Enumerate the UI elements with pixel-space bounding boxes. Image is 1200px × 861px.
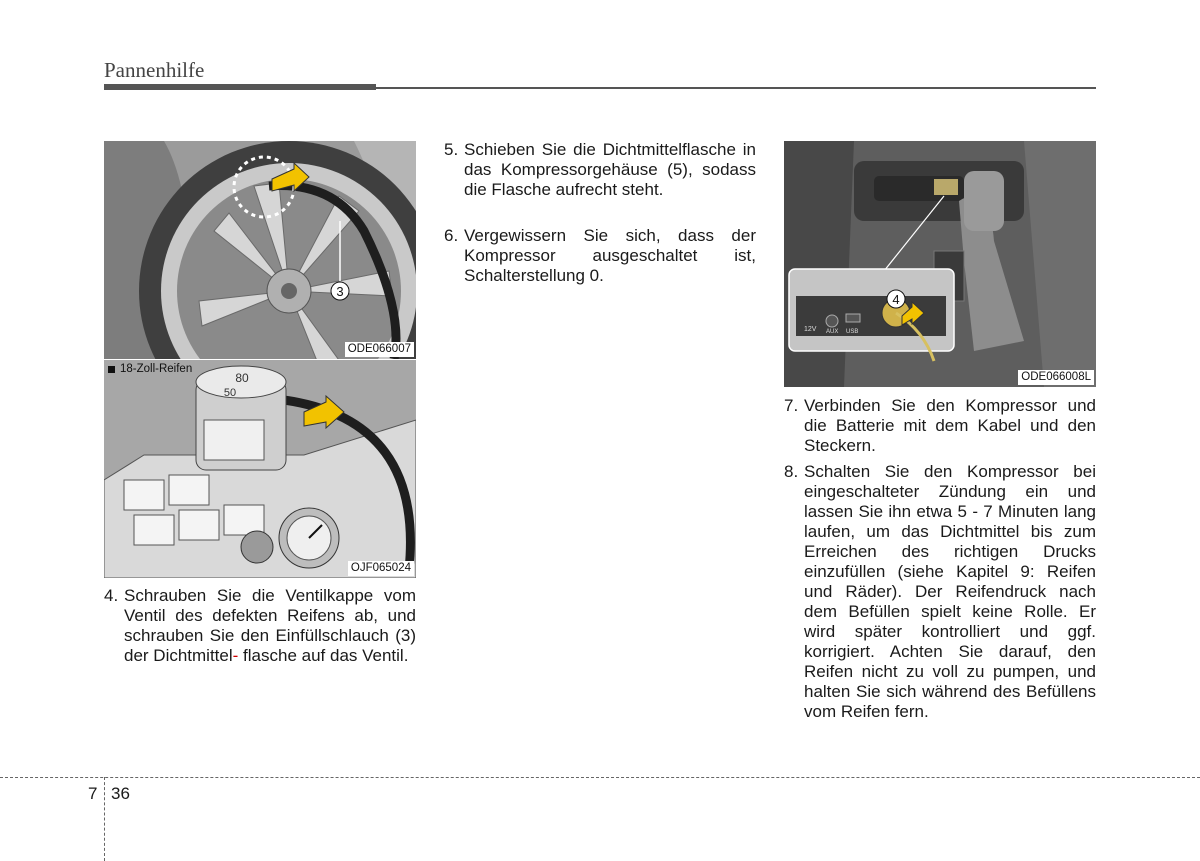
bottle-label-80: 80 bbox=[235, 371, 249, 385]
console-socket-illustration bbox=[784, 141, 1096, 387]
port-12v-label: 12V bbox=[804, 326, 817, 333]
step-number: 6. bbox=[444, 226, 459, 245]
step-text: Schalten Sie den Kompressor bei eingeschalteter Zündung ein und lassen Sie ihn etwa 5 - 7 Minuten lang laufen, um das Dichtmittel bis zum Erreichen des richtigen Drucks einzufüllen (siehe Kapitel 9: Reifen und Räder). Der Reifendruck nach dem Befüllen spielt keine Rolle. Er wird später kontrolliert und ggf. korrigiert. Achten Sie darauf, den Reifen nicht zu voll zu pumpen, und halten Sie sich während des Befüllens vom Reifen fern. bbox=[804, 462, 1096, 721]
port-aux-label: AUX bbox=[826, 329, 839, 335]
step-number: 5. bbox=[444, 140, 459, 159]
hyphen-mark: - bbox=[232, 646, 239, 665]
header-rule-bar bbox=[104, 84, 376, 90]
callout-3: 3 bbox=[336, 284, 344, 299]
page-header-title: Pannenhilfe bbox=[104, 58, 205, 82]
callout-4: 4 bbox=[892, 292, 900, 307]
header-rule-line bbox=[376, 87, 1096, 89]
step-8 bbox=[784, 462, 1096, 722]
page-number: 36 bbox=[111, 784, 130, 803]
step-text: Verbinden Sie den Kompressor und die Batterie mit dem Kabel und den Steckern. bbox=[804, 396, 1096, 455]
step-number: 7. bbox=[784, 396, 799, 415]
step-text: Schrauben Sie die Ventilkappe vom Ventil des defekten Reifens ab, und schrauben Sie den Einfüllschlauch (3) der Dichtmittel bbox=[124, 586, 416, 665]
wheel-valve-illustration bbox=[104, 141, 416, 359]
figure-code-wheel: ODE066007 bbox=[345, 342, 414, 357]
step-4 bbox=[104, 586, 416, 666]
port-usb-label: USB bbox=[846, 329, 859, 335]
step-text: Vergewissern Sie sich, dass der Kompressor ausgeschaltet ist, Schalterstellung 0. bbox=[464, 226, 756, 285]
bottle-label-50: 50 bbox=[223, 387, 237, 399]
figure-caption-tire-size bbox=[108, 362, 192, 376]
step-text: Schieben Sie die Dichtmittelflasche in das Kompressorgehäuse (5), sodass die Flasche aufrecht steht. bbox=[464, 140, 756, 199]
step-number: 8. bbox=[784, 462, 799, 481]
step-7 bbox=[784, 396, 1096, 456]
figure-code-compressor: OJF065024 bbox=[348, 561, 414, 576]
compressor-illustration bbox=[104, 360, 416, 578]
chapter-number: 7 bbox=[88, 784, 98, 803]
console-drawing bbox=[784, 141, 1096, 387]
compressor-drawing bbox=[104, 360, 416, 578]
step-6 bbox=[444, 226, 756, 286]
figure-code-console: ODE066008L bbox=[1018, 370, 1094, 385]
caption-text: 18-Zoll-Reifen bbox=[120, 363, 193, 375]
footer-rule bbox=[0, 777, 1200, 778]
footer-divider bbox=[104, 777, 105, 861]
step-5 bbox=[444, 140, 756, 200]
bullet-square bbox=[108, 366, 115, 373]
step-number: 4. bbox=[104, 586, 119, 605]
step-text-end: flasche auf das Ventil. bbox=[243, 646, 409, 665]
wheel-drawing bbox=[104, 141, 416, 359]
